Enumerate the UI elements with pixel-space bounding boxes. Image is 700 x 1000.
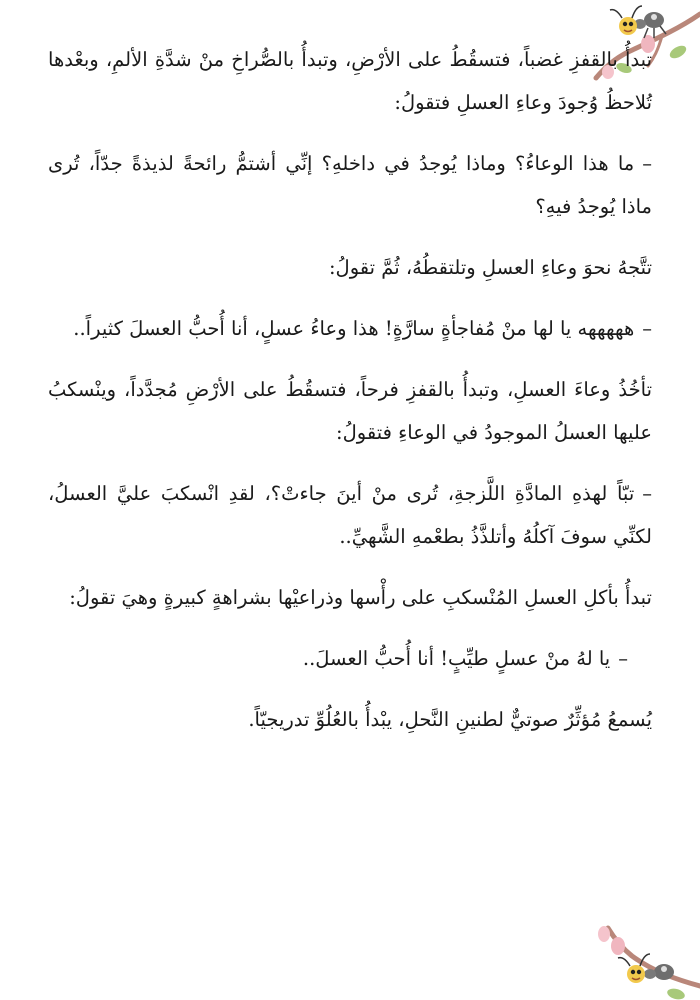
ant-on-branch-icon [588,916,700,1000]
narration-paragraph: تبدأُ بالقفزِ غضباً، فتسقُطُ على الأرْضِ، وتبدأُ بالصُّراخِ منْ شدَّةِ الألمِ، وبعْدها تُلاحظُ وُجودَ وعاءِ العسلِ فتقولُ: [48,48,652,114]
narration-paragraph: تبدأُ بأكلِ العسلِ المُنْسكبِ على رأْسها وذراعيْها بشراهةٍ كبيرةٍ وهيَ تقولُ: [69,586,652,609]
dialogue-dash: – [642,317,652,340]
story-page [48,38,652,759]
narration-paragraph: تتَّجهُ نحوَ وعاءِ العسلِ وتلتقطُهُ، ثُمَّ تقولُ: [328,256,652,279]
dialogue-dash: – [642,152,652,175]
narration-paragraph: يُسمعُ مُؤثِّرٌ صوتيٌّ لطنينِ النَّحلِ، يبْدأُ بالعُلُوِّ تدريجيّاً. [248,708,652,731]
dialogue-paragraph [48,142,652,228]
dialogue-paragraph [48,472,652,558]
dialogue-text: يا لهُ منْ عسلٍ طيِّبٍ! أنا أُحبُّ العسلَ.. [302,647,611,670]
dialogue-text: ما هذا الوعاءُ؟ وماذا يُوجدُ في داخلهِ؟ إنِّي أشتمُّ رائحةً لذيذةً جدّاً، تُرى ماذا يُوجدُ فيهِ؟ [48,152,652,218]
narration-paragraph: تأخُذُ وعاءَ العسلِ، وتبدأُ بالقفزِ فرحاً، فتسقُطُ على الأرْضِ مُجدَّداً، وينْسكبُ عليها العسلُ الموجودُ في الوعاءِ فتقولُ: [48,378,652,444]
dialogue-paragraph [48,307,652,350]
dialogue-paragraph [48,637,652,680]
dialogue-text: هههههه يا لها منْ مُفاجأةٍ سارَّةٍ! هذا وعاءُ عسلٍ، أنا أُحبُّ العسلَ كثيراً.. [73,317,635,340]
dialogue-text: تبّاً لهذهِ المادَّةِ اللَّزجةِ، تُرى منْ أينَ جاءتْ؟، لقدِ انْسكبَ عليَّ العسلُ، لكنِّي سوفَ آكلُهُ وأتلذَّذُ بطعْمهِ الشَّهيِّ.. [48,482,652,548]
dialogue-dash: – [618,647,628,670]
dialogue-dash: – [642,482,652,505]
